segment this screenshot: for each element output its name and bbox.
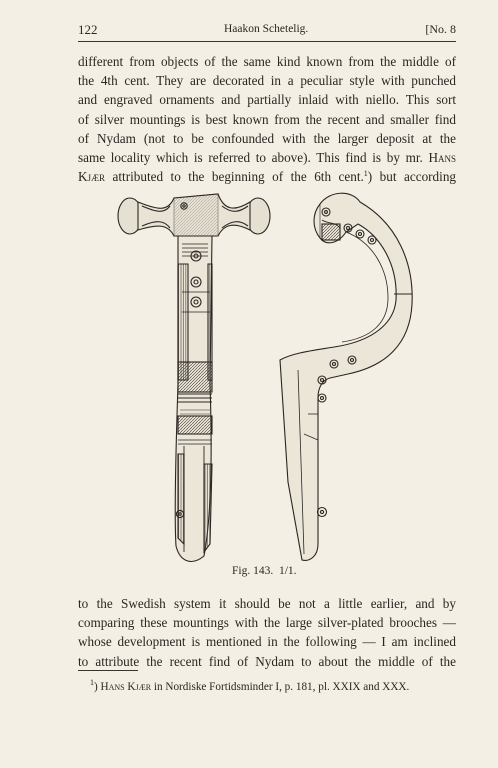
footnote-marker: 1 xyxy=(90,678,94,687)
curved-brooch-drawing xyxy=(280,193,412,560)
text-line: the 4th cent. They are decorated in a peculiar style with punched xyxy=(78,73,456,89)
running-title: Haakon Schetelig. xyxy=(224,23,309,35)
running-header xyxy=(78,22,456,40)
text-segment: attributed to the beginning of the 6th cent. xyxy=(105,169,364,185)
footnote: $^1$) Hans Kjær in Nordiske Fortidsminder I, p. 181, pl. XXIX and XXX. xyxy=(90,678,410,693)
header-rule xyxy=(78,41,456,42)
text-segment: ) but according xyxy=(367,169,457,185)
text-line: of Nydam (not to be confounded with the larger deposit at the xyxy=(78,130,456,146)
author-name: Hans xyxy=(428,149,456,165)
t-shaped-mounting-drawing xyxy=(118,194,270,561)
footnote-text: in Nordiske Fortidsminder I, p. 181, pl. XXIX and XXX. xyxy=(151,681,410,693)
page-number: 122 xyxy=(78,22,98,37)
caption-scale: 1/1. xyxy=(278,565,297,577)
footnote-rule xyxy=(78,670,138,671)
brooch-illustration xyxy=(108,184,428,584)
text-line: and engraved ornaments and partially inlaid with niello. This sort xyxy=(78,92,456,108)
text-line xyxy=(78,148,456,167)
footnote-author: Hans Kjær xyxy=(100,681,152,693)
text-line: to the Swedish system it should be not a little earlier, and by xyxy=(78,596,456,611)
text-line: to attribute the recent find of Nydam to about the middle of the xyxy=(78,653,456,669)
author-name: Kjær xyxy=(78,169,106,185)
issue-number: [No. 8 xyxy=(425,22,456,36)
text-line: different from objects of the same kind known from the middle of xyxy=(78,54,456,69)
text-line: of silver mountings is best known from the recent and smaller find xyxy=(78,111,456,127)
text-line: whose development is mentioned in the following — I am inclined xyxy=(78,634,456,650)
footnote-reference: 1 xyxy=(363,169,368,179)
caption-label: Fig. 143. xyxy=(232,565,274,577)
paragraph-1 xyxy=(78,52,456,186)
figure-caption xyxy=(232,565,297,577)
paragraph-2 xyxy=(78,594,456,671)
text-line: comparing these mountings with the large silver-plated brooches — xyxy=(78,615,456,631)
text-segment: same locality which is referred to above). This find is by mr. xyxy=(78,149,423,165)
